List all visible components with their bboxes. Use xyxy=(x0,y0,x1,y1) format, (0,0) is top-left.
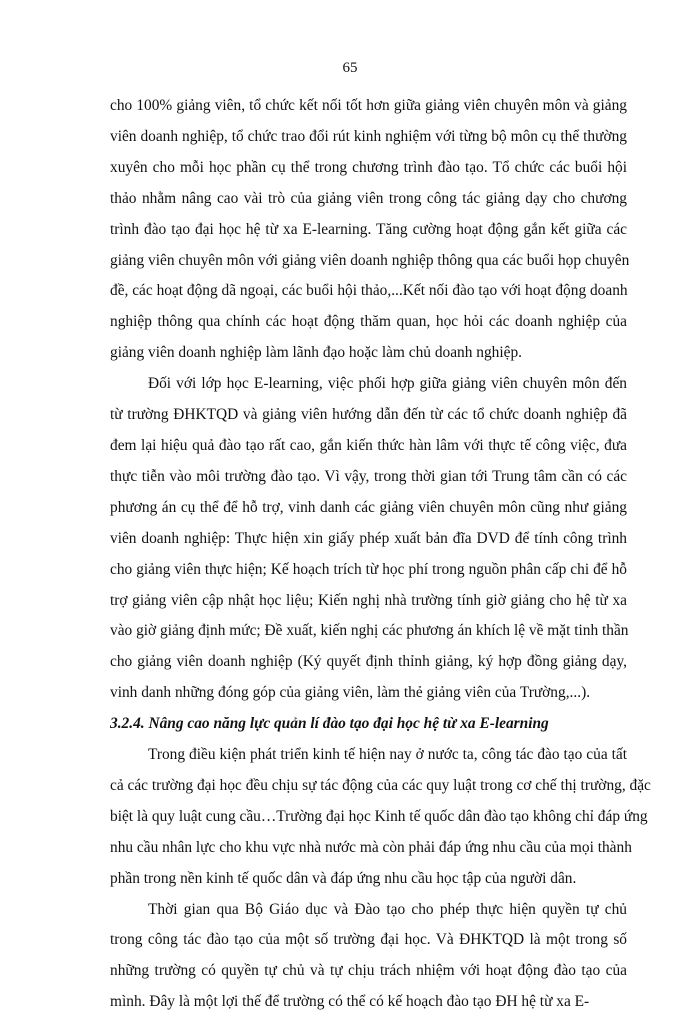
section-heading xyxy=(110,709,627,740)
text-line: vào giờ giảng định mức; Đề xuất, kiến nghị các phương án khích lệ về mặt tinh thần xyxy=(110,622,629,640)
text-line: cả các trường đại học đều chịu sự tác động của các quy luật trong cơ chế thị trường, đặc xyxy=(110,776,651,794)
paragraph xyxy=(110,369,627,709)
text-line: cho giảng viên thực hiện; Kế hoạch trích từ học phí trong nguồn phân cấp chi để hỗ xyxy=(110,560,627,578)
text-line: giảng viên doanh nghiệp làm lãnh đạo hoặc làm chủ doanh nghiệp. xyxy=(110,344,523,362)
text-line: giảng viên chuyên môn với giảng viên doanh nghiệp thông qua các buổi họp chuyên xyxy=(110,251,630,269)
text-line: viên doanh nghiệp, tổ chức trao đổi rút kinh nghiệm với từng bộ môn cụ thể thường xyxy=(110,127,627,145)
paragraph xyxy=(110,91,630,369)
text-line: cho 100% giảng viên, tổ chức kết nối tốt hơn giữa giảng viên chuyên môn và giảng xyxy=(110,97,627,114)
text-line: trong công tác đào tạo của một số trường đại học. Và ĐHKTQD là một trong số xyxy=(110,931,627,949)
text-line: từ trường ĐHKTQD và giảng viên hướng dẫn đến từ các tổ chức doanh nghiệp đã xyxy=(110,406,627,424)
text-line: thực tiễn vào môi trường đào tạo. Vì vậy, trong thời gian tới Trung tâm cần có các xyxy=(110,467,627,485)
text-line: mình. Đây là một lợi thế để trường có thể có kế hoạch đào tạo ĐH hệ từ xa E- xyxy=(110,993,590,1011)
document-body xyxy=(110,91,651,1018)
text-line: xuyên cho mỗi học phần cụ thể trong chương trình đào tạo. Tổ chức các buổi hội xyxy=(110,158,627,176)
text-line: phần trong nền kinh tế quốc dân và đáp ứng nhu cầu học tập của người dân. xyxy=(110,869,577,887)
page-number: 65 xyxy=(342,60,358,76)
text-line: thảo nhằm nâng cao vài trò của giảng viên trong công tác giảng dạy cho chương xyxy=(110,189,627,207)
text-line: đề, các hoạt động dã ngoại, các buổi hội thảo,...Kết nối đào tạo với hoạt động doanh xyxy=(110,282,628,300)
text-line: Trong điều kiện phát triển kinh tế hiện nay ở nước ta, công tác đào tạo của tất xyxy=(148,746,627,764)
text-line: nhu cầu nhân lực cho khu vực nhà nước mà còn phải đáp ứng nhu cầu của mọi thành xyxy=(110,838,632,856)
text-line: Thời gian qua Bộ Giáo dục và Đào tạo cho phép thực hiện quyền tự chủ xyxy=(148,900,627,918)
text-line: 3.2.4. Nâng cao năng lực quản lí đào tạo đại học hệ từ xa E-learning xyxy=(110,715,549,733)
paragraph xyxy=(110,895,627,1018)
text-line: phương án cụ thể để hỗ trợ, vinh danh các giảng viên chuyên môn cũng như giảng xyxy=(110,498,627,516)
text-line: cho giảng viên doanh nghiệp (Ký quyết định thỉnh giảng, ký hợp đồng giảng dạy, xyxy=(110,653,627,671)
text-line: những trường có quyền tự chủ và tự chịu trách nhiệm với hoạt động đào tạo của xyxy=(110,962,627,980)
paragraph xyxy=(110,740,651,895)
text-line: trợ giảng viên cập nhật học liệu; Kiến nghị nhà trường tính giờ giảng cho hệ từ xa xyxy=(110,591,627,609)
text-line: trình đào tạo đại học hệ từ xa E-learning. Tăng cường hoạt động gắn kết giữa các xyxy=(110,220,627,238)
text-line: Đối với lớp học E-learning, việc phối hợp giữa giảng viên chuyên môn đến xyxy=(148,375,627,393)
text-line: đem lại hiệu quả đào tạo rất cao, gắn kiến thức hàn lâm với thực tế công việc, đưa xyxy=(110,436,627,454)
text-line: biệt là quy luật cung cầu…Trường đại học Kinh tế quốc dân đào tạo không chỉ đáp ứng xyxy=(110,807,648,825)
text-line: nghiệp thông qua chính các hoạt động thăm quan, học hỏi các doanh nghiệp của xyxy=(110,313,627,331)
text-line: vinh danh những đóng góp của giảng viên, làm thẻ giảng viên của Trường,...). xyxy=(110,684,591,702)
text-line: viên doanh nghiệp: Thực hiện xin giấy phép xuất bản đĩa DVD để tính công trình xyxy=(110,529,627,547)
